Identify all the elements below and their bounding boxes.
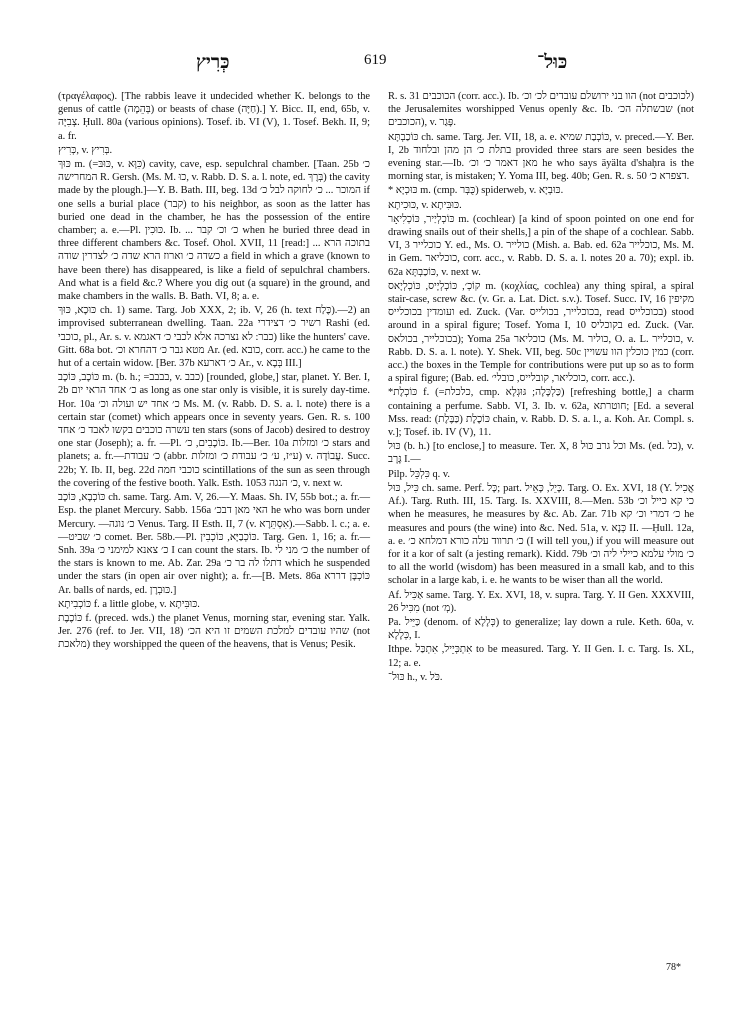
entry-paragraph: כּוּל (b. h.) [to enclose,] to measure. Ter. X, 8 וכל גרב כּוּל Ms. (ed. כל), v. גָּרָב I.— [388, 441, 695, 466]
right-running-headword: כּוּל־ [537, 52, 568, 73]
entry-paragraph: כּוּכָא, כּוּךְ ch. 1) same. Targ. Job XXX, 2; ib. V, 26 (h. text כֶּלַח).—2) an improvised subterranean dwelling. Taan. 22a רשיר כ׳ דצידרי Rashi (ed. כוכבי, pl., Ar. s. v. כבר: לא נצרכה אלא לכבי כ׳ דאגמא) like the hunters' cave. Gitt. 68a bot. מטא גבר כ׳ דהחרא וכ׳ Ar. (ed. כובא, corr. acc.) he came to the hut of a certain widow. [Ber. 37b כ׳ דארעא Ar., v. בְּבָא III.] [58, 305, 370, 370]
entry-paragraph: כּוֹכֶבֶת f. (preced. wds.) the planet Venus, morning star, evening star. Yalk. Jer. 276 (ref. to Jer. VII, 18) שהיו עובדים למלכת השמים זו היא הכ׳ (not מלאכת) they worshipped the queen of the heavens, that is Venus; Pesik. [58, 612, 371, 651]
entry-paragraph: כּוֹכַבְתָּא ch. same. Targ. Jer. VII, 18, a. e. כּוֹכְבַת שמיא, v. preced.—Y. Ber. I, 2b בתלת כ׳ הן מהן ובלחוד provided three stars are seen besides the evening star.—Ib. מאן דאמר כ׳ וכ׳ he who says äyälta d'shaḥra is the morning star, is mistaken; Y. Yoma III, beg. 40b; Gen. R. s. 50 דצפרא כ׳. [388, 131, 694, 183]
left-running-headword: כְּרִיץ [196, 52, 230, 73]
signature-mark: 78* [666, 962, 681, 973]
left-column [58, 90, 370, 652]
entry-paragraph: Ithpe. אִתְכְּיֵיל, אִתְכַּל to be measured. Targ. Y. II Gen. I. c. Targ. Is. XL, 12; a. e. [388, 644, 694, 669]
right-column [388, 90, 694, 684]
entry-paragraph: כּוֹכָב, כּוֹכָב m. (b. h.; =בבבב, v. כבב) [rounded, globe,] star, planet. Y. Ber. I, 2b כ׳ אחד הראי יום as long as one star only is visible, it is surely day-time. Hor. 10a כ׳ אחד יש ועולה וכ׳ Ms. M. (v. Rabb. D. S. a. l. note) there is a certain star (comet) which appears once in seventy years. Gen. R. s. 100 עשרה כוכבים בקשו לאבד כ׳ אחד ten stars (sons of Jacob) desired to destroy one star (Joseph); a. fr. —Pl. כּוֹכָבִים, כ׳. Ib.—Ber. 10a כ׳ ומזלות stars and planets; a. fr.—כ׳ עבודת (abbr. ע״ז, ע׳ כ׳ עבודת כ׳ ומזלות) v. עֲבוֹדָה. Succ. 22b; Y. Ib. II, beg. 22d כוכבי חמה scintillations of the sun as seen through the covering of the festive booth. Yalk. Esth. 1053 כ׳ הנגה, v. next w. [58, 372, 370, 489]
entry-paragraph: Pa. כַּיֵּיל (denom. of כְּלָלָא) to generalize; lay down a rule. Keth. 60a, v. כְּלָלָא, I. [388, 616, 694, 642]
entry-paragraph: * כּוּכְיָא m. (cmp. כֻּבְּר) spiderweb, v. כּוּבְיָא. [388, 185, 564, 197]
page-number: 619 [364, 52, 387, 68]
entry-paragraph: R. s. 31 הכוכבים (corr. acc.). Ib. הוו בני ירושלם עובדים לכ׳ וכ׳ (not לכוכבים) the Jerusalemites worshipped Venus openly &c. Ib. שבשתלה הכ׳ (not הכוכבים), v. פָּגַר. [388, 91, 694, 129]
entry-paragraph: כּוּל־ h., v. כֹּל. [388, 671, 443, 683]
entry-paragraph: Af. אַכִּיל same. Targ. Y. Ex. XVI, 18, v. supra. Targ. Y. II Gen. XXXVIII, 26 מִכִּיל (not מְ׳). [388, 589, 694, 614]
entry-paragraph: כְּרִיץ, v. בְּרִיץ. [58, 144, 113, 156]
page-header [0, 52, 750, 76]
entry-paragraph: (τραγέλαφος). [The rabbis leave it undecided whether K. belongs to the genus of cattle (בְּהֵמָה) or beasts of chase (חַיָּה).] Y. Bicc. II, end, 65b, v. צְבִיָּה. Ḥull. 80a (various opinions). Tosef. ib. VI (V), 1. Tosef. Bekh. II, 9; a. fr. [58, 91, 370, 142]
entry-paragraph: כִּיל, כּוּל ch. same. Perf. כָּל; part. כָּיֵל, כָּאֵיל. Targ. O. Ex. XVI, 18 (Y. אֲכִיל Af.). Targ. Ruth. III, 15. Targ. Is. XXVIII, 8.—Men. 53b כי קא כייל וכ׳ when he measures, he measures by &c. Ab. Zar. 71b כ׳ דמרי וכ׳ קא he measures and pours (the wine) into &c. Ned. 51a, v. כְּנָא II. —Ḥull. 12a, a. e. כ׳ תרווד עלה כורא דמלחא כ׳ (I will tell you,) if you will measure out for it a kor of salt (a jesting remark). Kidd. 79b כ׳ מולי עלמא כיילי ליה וכ׳ to all the world (wisdom) has been measured in a small kab, and to this scholar in a large kab, i. e. he wants to be wiser than all the world. [388, 482, 695, 587]
entry-paragraph: כּוֹכְבִיתָא f. a little globe, v. כּוּבִּיתָא. [58, 598, 200, 610]
entry-paragraph: *כּוֹכְלֶת f. (=כלכלת, cmp. כַּלְכָּלָה; גּוּגְלָא) [refreshing bottle,] a charm containing a perfume. Sabb. VI, 3. Ib. v. 62a, חוטרתא; [Ed. a several Mss. read: כּוֹכֶלֶת (כַּבֶּלֶת) chain, v. Rabb. D. S. a. l., a. Koh. Ar. Compl. s. v.]; Tosef. ib. IV (V), 11. [388, 387, 694, 439]
entry-paragraph: כּוֹכְלְיַיר, כּוֹכְלִיאָר m. (cochlear) [a kind of spoon pointed on one end for drawing snails out of their shells,] a pin of the shape of a cochlear. Sabb. VI, 3 כוכלייר Y. ed., Ms. O. כולייר (Mish. a. Bab. ed. 62a כוכלייר, Ms. M. in Gem. כוכליאר, corr. acc., v. Rabb. D. S. a. l. notes 20 a. 70); expl. ib. 62a כּוֹכַבְתָּא, v. next w. [388, 213, 695, 278]
entry-paragraph: קוֹכְ׳, כּוֹכְלְיָיס, כּוֹכְלְיָאס m. (κοχλίας, cochlea) any thing spiral, a spiral stair-case, screw &c. (v. Gr. a. Lat. Dict. s.v.). Tosef. Succ. IV, 16 מקיפין ועומדין בכוכלייס ed. Zuck. (Var. בכוכלייר, בכולייס, read בכוכלייס) stood around in a spiral figure; Tosef. Yoma I, 10 בקוכליס ed. Zuck. (Var. בכוכלייר, בכולאס); Yoma 25a כוכליאר (Ms. M. כוליר, O. a. L. כוכלייר, v. Rabb. D. S. a. l. note). Y. Shek. VII, beg. 50c כמין כוכלין הוו עשויין (corr. acc.) the boxes in the Temple for contributions were put up so as to form a spiral figure; (Bab. ed. כוכליאר, קובלייס, כובלי׳, corr. acc.). [388, 280, 694, 385]
entry-paragraph: Pilp. כִּלְכֵּל q. v. [388, 468, 450, 480]
entry-paragraph: כּוּךְ m. (=כּוּבּ, v. כִּוָּא) cavity, cave, esp. sepulchral chamber. [Taan. 25b כ׳ המחרישה R. Gersh. (Ms. M. כוּ, v. Rabb. D. S. a. l. note, ed. בְּרֶךְ) the cavity made by the plough.]—Y. B. Bath. III, beg. 13d המוכר ... כ׳ לחוקה לבל כ׳ if one sells a burial place (קבר) to his neighbor, as soon as the latter has buried one dead in the chamber, he has the possession of the entire chamber; a. e.—Pl. כּוּכִין. Ib. ... כ׳ וכ׳ קבר when he buried three dead in three different chambers &c. Tosef. Ohol. XVII, 11 [read:] ... בתוכה הרא כשדה כ׳ וארוז הרא שדה כ׳ לצדרין שודה a field in which a grave (known to have been there) has disappeared, is like a field of sepulchral chambers. And what is a field &c.? Where you dig out (a square) in the ground, and make chambers in the walls. B. Bath. VI, 8; a. e. [58, 159, 371, 303]
entry-paragraph: כּוֹכְבָא, כּוֹכָב ch. same. Targ. Am. V, 26.—Y. Maas. Sh. IV, 55b bot.; a. fr.—Esp. the planet Mercury. Sabb. 156a האי מאן דבכ׳ he who was born under Mercury. —כ׳ נוגה Venus. Targ. II Esth. II, 7 (v. אִסְתֵּרָא).—Sabb. l. c.; a. e.—כ׳ שביט comet. Ber. 58b.—Pl. כּוֹכְבַיָּא, כּוֹכְבִין. Targ. Gen. 1, 16; a. fr.—Snh. 39a כ׳ צאנא למימני כ׳ I can count the stars. Ib. כ׳ מני לי the number of the stars is known to me. Ab. Zar. 29a דתלו לה בר כ׳ which he suspended under the stars (in open air over night); a. fr.—[B. Mets. 86a כּוֹכְבָּן דררא Ar. balls of nards, ed. כּוּבְרָן.] [58, 492, 371, 596]
entry-paragraph: כּוּכִיתָא, v. כּוּבִּיתָא. [388, 199, 462, 211]
